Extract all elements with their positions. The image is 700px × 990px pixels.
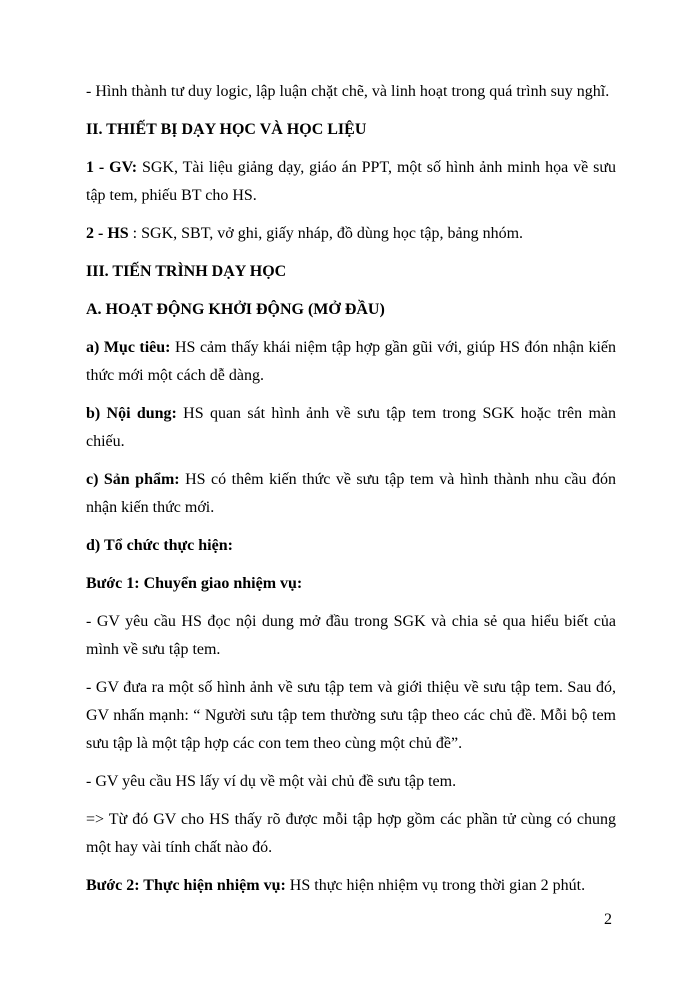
content-text: HS quan sát hình ảnh về sưu tập tem trong SGK hoặc trên màn chiếu.: [86, 405, 617, 450]
intro-line: - Hình thành tư duy logic, lập luận chặt chẽ, và linh hoạt trong quá trình suy nghĩ.: [86, 83, 610, 100]
section-2-heading: II. THIẾT BỊ DẠY HỌC VÀ HỌC LIỆU: [86, 121, 367, 138]
gv-materials: [86, 154, 616, 210]
step-1-heading: Bước 1: Chuyển giao nhiệm vụ:: [86, 575, 303, 592]
organization-heading: d) Tổ chức thực hiện:: [86, 537, 233, 554]
step-1-item-3: - GV yêu cầu HS lấy ví dụ về một vài chủ đề sưu tập tem.: [86, 773, 457, 790]
step-1-item-2: - GV đưa ra một số hình ảnh về sưu tập tem và giới thiệu về sưu tập tem. Sau đó, GV nhấn mạnh: “ Người sưu tập tem thường sưu tập theo các chủ đề. Mỗi bộ tem sưu tập là một tập hợp các con tem theo cùng một chủ đề”.: [86, 679, 616, 752]
step-2-text: HS thực hiện nhiệm vụ trong thời gian 2 phút.: [285, 877, 586, 894]
section-3-heading: III. TIẾN TRÌNH DẠY HỌC: [86, 263, 287, 280]
hs-text: : SGK, SBT, vở ghi, giấy nháp, đồ dùng học tập, bảng nhóm.: [128, 225, 524, 242]
product-label: c) Sản phẩm:: [86, 471, 180, 488]
objective-text: HS cảm thấy khái niệm tập hợp gần gũi với, giúp HS đón nhận kiến thức mới một cách dễ dàng.: [86, 339, 617, 384]
page-number: 2: [604, 911, 612, 928]
product-text: HS có thêm kiến thức về sưu tập tem và hình thành nhu cầu đón nhận kiến thức mới.: [86, 471, 616, 516]
gv-text: SGK, Tài liệu giảng dạy, giáo án PPT, một số hình ảnh minh họa về sưu tập tem, phiếu BT cho HS.: [86, 159, 617, 204]
step-1-item-1: - GV yêu cầu HS đọc nội dung mở đầu trong SGK và chia sẻ qua hiểu biết của mình về sưu tập tem.: [86, 613, 616, 658]
gv-label: 1 - GV:: [86, 159, 138, 176]
content-label: b) Nội dung:: [86, 405, 177, 422]
step-2-label: Bước 2: Thực hiện nhiệm vụ:: [86, 877, 286, 894]
step-2: [86, 872, 616, 900]
objective: [86, 334, 616, 390]
content: [86, 400, 616, 456]
document-body: [86, 78, 616, 910]
section-a-heading: A. HOẠT ĐỘNG KHỞI ĐỘNG (MỞ ĐẦU): [86, 301, 385, 318]
hs-label: 2 - HS: [86, 225, 129, 242]
objective-label: a) Mục tiêu:: [86, 339, 171, 356]
step-1-item-4: => Từ đó GV cho HS thấy rõ được mỗi tập hợp gồm các phần tử cùng có chung một hay vài tính chất nào đó.: [86, 811, 616, 856]
product: [86, 466, 616, 522]
hs-materials: [86, 220, 616, 248]
